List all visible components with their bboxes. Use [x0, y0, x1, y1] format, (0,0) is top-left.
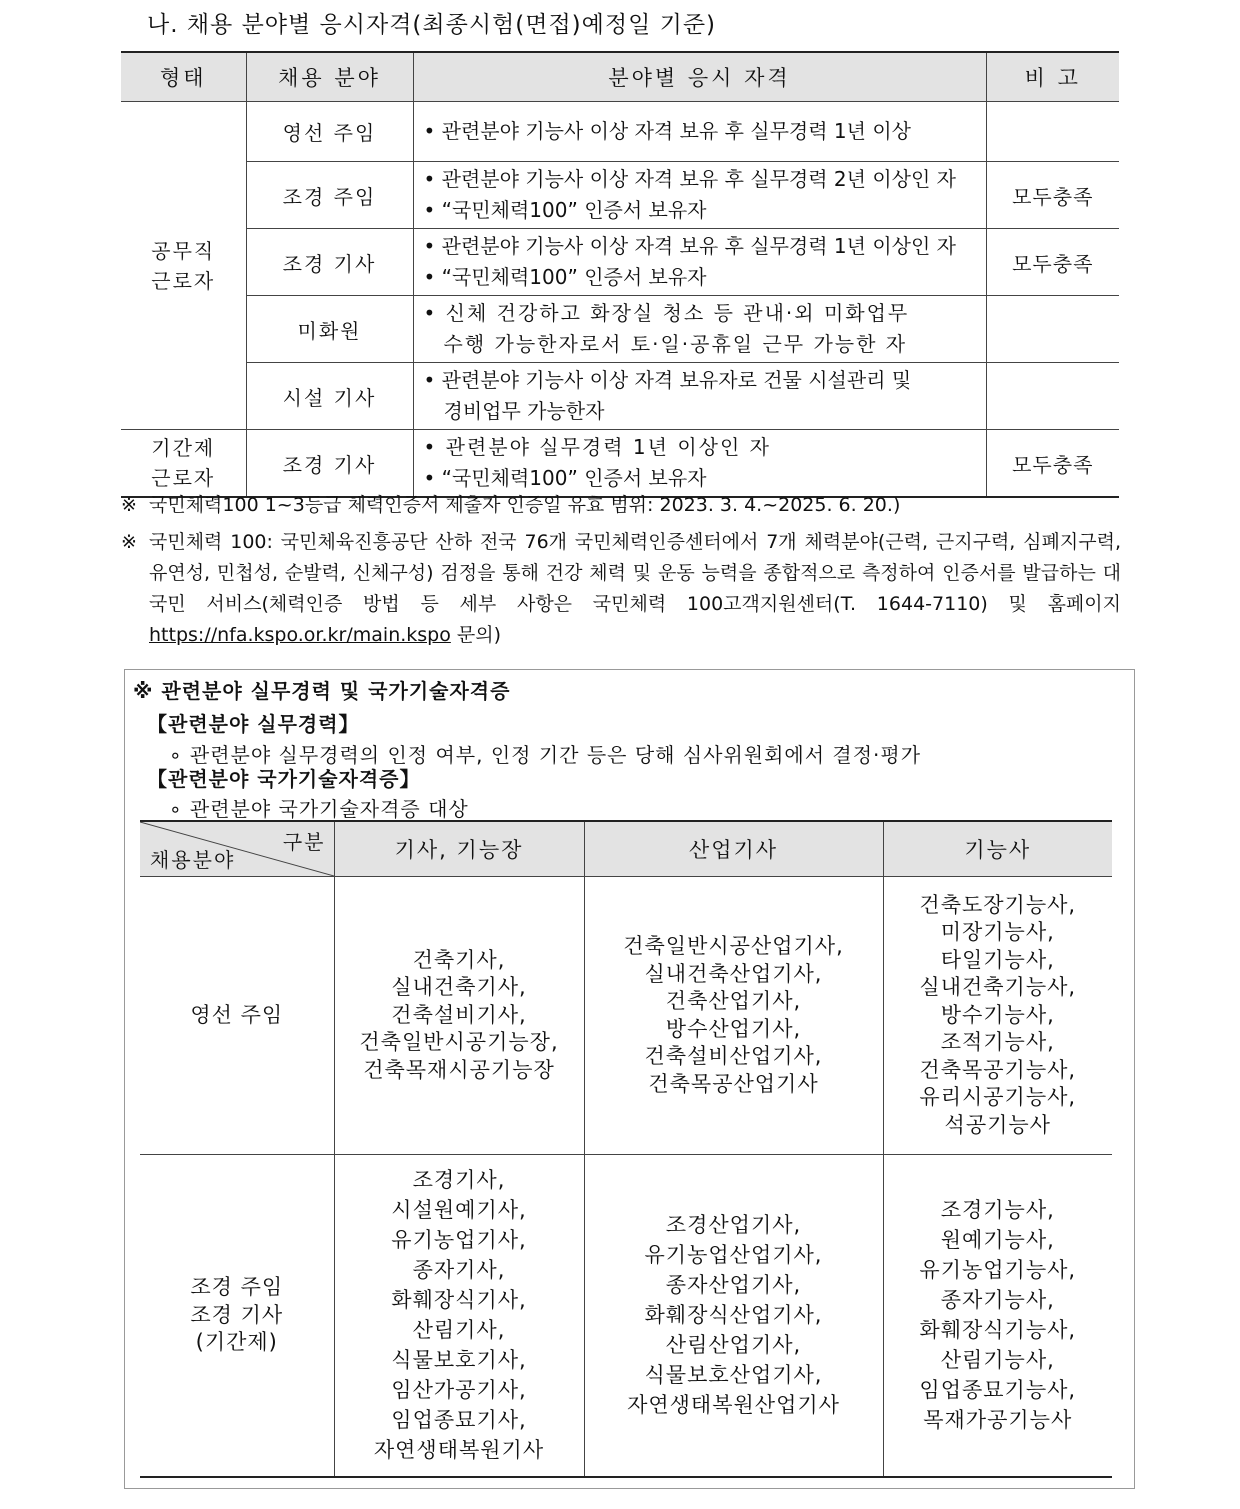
header-remarks: 비 고	[986, 52, 1119, 102]
cert-item: 건축일반시공산업기사,	[623, 934, 844, 958]
cert-item: 임산가공기사,	[391, 1378, 527, 1403]
craftsman-cell	[883, 1155, 1112, 1477]
cert-item: 식물보호기사,	[391, 1348, 527, 1373]
related-certificates-box	[124, 669, 1135, 1489]
cert-item: 조적기능사,	[940, 1030, 1055, 1055]
cert-item: 건축목재시공기능장	[363, 1057, 555, 1082]
industrial-engineer-cell	[584, 877, 883, 1155]
remarks-cell: 모두충족	[986, 430, 1119, 498]
qualification-line: • “국민체력100” 인증서 보유자	[423, 265, 707, 289]
field-cell: 조경 기사	[246, 229, 413, 296]
cert-item: 석공기능사	[944, 1112, 1051, 1137]
cert-item: 실내건축기능사,	[919, 975, 1077, 1000]
cert-item: 실내건축기사,	[391, 975, 527, 1000]
qualification-line: • 관련분야 기능사 이상 자격 보유 후 실무경력 2년 이상인 자	[423, 167, 956, 191]
box-heading: ※ 관련분야 실무경력 및 국가기술자격증	[133, 679, 511, 703]
note-text: 국민체력100 1~3등급 체력인증서 제출자 인증일 유효 범위: 2023. 3. 4.~2025. 6. 20.)	[149, 494, 901, 516]
cert-item: 건축일반시공기능장,	[359, 1030, 559, 1055]
note-suffix: 문의)	[450, 624, 502, 646]
table-row	[121, 102, 1119, 162]
note-body: 국민체력 100: 국민체육진흥공단 산하 전국 76개 국민체력인증센터에서 7개 체력분야(근력, 근지구력, 심폐지구력, 유연성, 민첩성, 순발력, 신체구성) 검정을 통해 건강 체력 및 운동 능력을 종합적으로 측정하여 인증서를 발급하는 대국민 서비스(체력인증 방법 등 세부 사항은 국민체력 100고객지원센터(T. 1644-7110) 및 홈페이지	[149, 531, 1121, 615]
table-row	[140, 877, 1112, 1155]
type-cell: 공무직 근로자	[121, 102, 246, 430]
corner-top-label: 구분	[282, 830, 326, 854]
homepage-link[interactable]: https://nfa.kspo.or.kr/main.kspo	[149, 624, 451, 646]
industrial-engineer-cell	[584, 1155, 883, 1477]
experience-text: ∘ 관련분야 실무경력의 인정 여부, 인정 기간 등은 당해 심사위원회에서 결정·평가	[169, 743, 922, 767]
remarks-cell	[986, 296, 1119, 363]
cert-item: 유기농업기능사,	[919, 1258, 1077, 1283]
qualification-line: • 관련분야 기능사 이상 자격 보유 후 실무경력 1년 이상	[423, 119, 911, 143]
note-text	[149, 527, 1121, 651]
field-cell: 미화원	[246, 296, 413, 363]
certificate-table	[140, 820, 1112, 1478]
cert-item: 건축산업기사,	[665, 989, 802, 1013]
experience-heading: 【관련분야 실무경력】	[147, 712, 360, 736]
qualification-cell	[413, 363, 986, 430]
field-cell: 조경 기사	[246, 430, 413, 498]
cert-item: 유기농업산업기사,	[644, 1243, 823, 1268]
field-cell: 조경 주임	[246, 162, 413, 229]
qualification-line: • “국민체력100” 인증서 보유자	[423, 466, 707, 490]
cert-item: 건축설비산업기사,	[644, 1044, 823, 1068]
cert-item: 건축도장기능사,	[919, 892, 1077, 917]
cert-item: 조경기능사,	[940, 1198, 1055, 1223]
cert-item: 종자기사,	[412, 1258, 506, 1283]
table-row	[121, 363, 1119, 430]
field-cell: 시설 기사	[246, 363, 413, 430]
field-cell: 영선 주임	[246, 102, 413, 162]
cert-item: 미장기능사,	[940, 920, 1055, 945]
remarks-cell	[986, 102, 1119, 162]
qualification-line: 경비업무 가능한자	[443, 399, 605, 423]
header-industrial-engineer: 산업기사	[584, 821, 883, 877]
note-validity	[121, 490, 1121, 521]
cert-item: 조경산업기사,	[665, 1213, 802, 1238]
qualification-cell	[413, 162, 986, 229]
note-mark: ※	[121, 531, 137, 553]
cert-item: 건축기사,	[412, 947, 506, 972]
header-field: 채용 분야	[246, 52, 413, 102]
cert-item: 건축설비기사,	[391, 1002, 527, 1027]
cert-item: 화훼장식산업기사,	[644, 1303, 823, 1328]
table-row	[121, 229, 1119, 296]
field-cell	[140, 1155, 334, 1477]
table-row	[121, 296, 1119, 363]
qualification-cell	[413, 296, 986, 363]
page-title: 나. 채용 분야별 응시자격(최종시험(면접)예정일 기준)	[147, 12, 717, 38]
field-line: 조경 주임	[190, 1275, 284, 1299]
table-row	[140, 1155, 1112, 1477]
craftsman-cell	[883, 877, 1112, 1155]
cert-item: 방수산업기사,	[665, 1016, 802, 1041]
qualification-line: • 관련분야 기능사 이상 자격 보유자로 건물 시설관리 및	[423, 368, 912, 392]
field-line: 조경 기사	[190, 1302, 284, 1327]
cert-item: 시설원예기사,	[391, 1198, 527, 1223]
cert-item: 화훼장식기사,	[391, 1288, 527, 1313]
cert-item: 자연생태복원기사	[373, 1438, 545, 1463]
header-type: 형태	[121, 52, 246, 102]
type-cell: 기간제 근로자	[121, 430, 246, 498]
field-cell	[140, 877, 334, 1155]
cert-item: 임업종묘기사,	[391, 1408, 527, 1433]
certificate-heading: 【관련분야 국가기술자격증】	[147, 767, 421, 791]
field-line: (기간제)	[195, 1330, 278, 1354]
header-craftsman: 기능사	[883, 821, 1112, 877]
qualification-line: • “국민체력100” 인증서 보유자	[423, 198, 707, 222]
engineer-cell	[334, 1155, 584, 1477]
cert-item: 자연생태복원산업기사	[627, 1393, 840, 1418]
note-mark: ※	[121, 494, 137, 516]
qualification-cell	[413, 229, 986, 296]
qualification-line: • 신체 건강하고 화장실 청소 등 관내·외 미화업무	[423, 301, 910, 325]
cert-item: 화훼장식기능사,	[919, 1318, 1077, 1343]
table-row	[121, 162, 1119, 229]
cert-item: 건축목공산업기사	[648, 1071, 819, 1096]
cert-item: 목재가공기능사	[923, 1408, 1073, 1433]
cert-item: 방수기능사,	[940, 1002, 1055, 1027]
cert-item: 산림기능사,	[940, 1348, 1055, 1373]
certificate-text: ∘ 관련분야 국가기술자격증 대상	[169, 797, 469, 821]
cert-item: 유기농업기사,	[391, 1228, 527, 1253]
cert-item: 건축목공기능사,	[919, 1057, 1077, 1082]
cert-item: 유리시공기능사,	[919, 1085, 1077, 1110]
cert-item: 산림기사,	[412, 1318, 506, 1343]
remarks-cell: 모두충족	[986, 229, 1119, 296]
header-qualification: 분야별 응시 자격	[413, 52, 986, 102]
qualification-line: 수행 가능한자로서 토·일·공휴일 근무 가능한 자	[443, 332, 908, 356]
cert-item: 종자산업기사,	[665, 1273, 802, 1298]
cert-item: 원예기능사,	[940, 1228, 1055, 1253]
cert-item: 실내건축산업기사,	[644, 961, 823, 986]
corner-bottom-label: 채용분야	[150, 848, 236, 872]
qualification-line: • 관련분야 기능사 이상 자격 보유 후 실무경력 1년 이상인 자	[423, 234, 956, 258]
cert-item: 조경기사,	[412, 1168, 506, 1193]
notes	[121, 490, 1121, 657]
cert-item: 산림산업기사,	[665, 1333, 802, 1358]
cert-item: 종자기능사,	[940, 1288, 1055, 1313]
qualification-table	[121, 51, 1119, 498]
cert-item: 식물보호산업기사,	[644, 1363, 823, 1388]
cert-item: 임업종묘기능사,	[919, 1378, 1077, 1403]
qualification-line: • 관련분야 실무경력 1년 이상인 자	[423, 435, 771, 459]
note-fitness-100	[121, 527, 1121, 651]
field-line: 영선 주임	[190, 1002, 284, 1027]
engineer-cell	[334, 877, 584, 1155]
cert-item: 타일기능사,	[940, 947, 1055, 972]
header-engineer: 기사, 기능장	[334, 821, 584, 877]
qualification-cell	[413, 102, 986, 162]
corner-header	[140, 821, 334, 877]
remarks-cell: 모두충족	[986, 162, 1119, 229]
table-row	[121, 430, 1119, 498]
remarks-cell	[986, 363, 1119, 430]
qualification-cell	[413, 430, 986, 498]
